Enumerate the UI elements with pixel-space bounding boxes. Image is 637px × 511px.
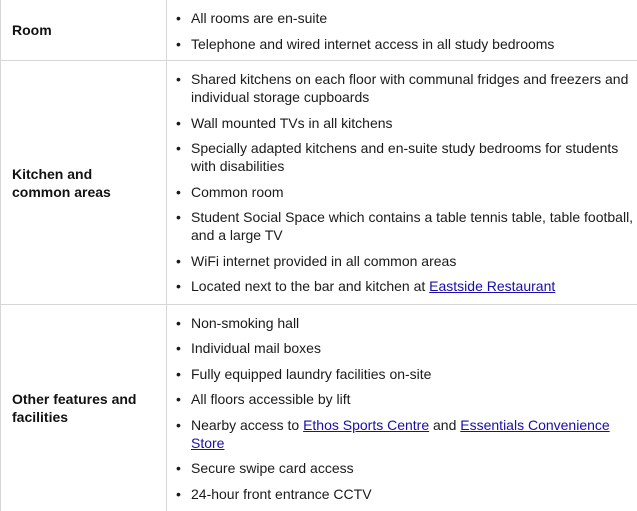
eastside-restaurant-link[interactable]: Eastside Restaurant bbox=[429, 278, 556, 294]
row-heading-room: Room bbox=[1, 0, 167, 61]
list-item: • Wall mounted TVs in all kitchens bbox=[176, 114, 637, 132]
table-row-kitchen bbox=[1, 61, 637, 305]
table-row-other bbox=[1, 305, 637, 511]
list-item: • Fully equipped laundry facilities on-site bbox=[176, 365, 637, 383]
row-heading-kitchen: Kitchen and common areas bbox=[1, 61, 167, 305]
row-cell-kitchen bbox=[167, 61, 637, 305]
list-item: • All floors accessible by lift bbox=[176, 390, 637, 408]
row-cell-other bbox=[167, 305, 637, 511]
list-item: • Located next to the bar and kitchen at Eastside Restaurant bbox=[176, 277, 637, 295]
list-item: • Secure swipe card access bbox=[176, 459, 637, 477]
list-item: • Common room bbox=[176, 183, 637, 201]
list-item: • Specially adapted kitchens and en-suite study bedrooms for students with disabilities bbox=[176, 139, 637, 175]
list-item: • Telephone and wired internet access in all study bedrooms bbox=[176, 35, 637, 53]
list-item: • Non-smoking hall bbox=[176, 314, 637, 332]
list-item: • Student Social Space which contains a table tennis table, table football, and a large TV bbox=[176, 208, 637, 244]
list-item: • Nearby access to Ethos Sports Centre and Essentials Convenience Store bbox=[176, 416, 637, 452]
list-item: • Shared kitchens on each floor with communal fridges and freezers and individual storage cupboards bbox=[176, 70, 637, 106]
essentials-convenience-store-link[interactable]: Essentials Convenience Store bbox=[191, 416, 610, 451]
kitchen-list bbox=[176, 70, 637, 295]
ethos-sports-centre-link[interactable]: Ethos Sports Centre bbox=[303, 416, 430, 433]
room-list bbox=[176, 7, 637, 53]
other-features-list bbox=[176, 314, 637, 503]
list-item: • All rooms are en-suite bbox=[176, 9, 637, 27]
row-cell-room bbox=[167, 0, 637, 61]
list-item: • WiFi internet provided in all common areas bbox=[176, 252, 637, 270]
list-item: • 24-hour front entrance CCTV bbox=[176, 485, 637, 503]
row-heading-other: Other features and facilities bbox=[1, 305, 167, 511]
list-item: • Individual mail boxes bbox=[176, 339, 637, 357]
table-row-room bbox=[1, 0, 637, 61]
